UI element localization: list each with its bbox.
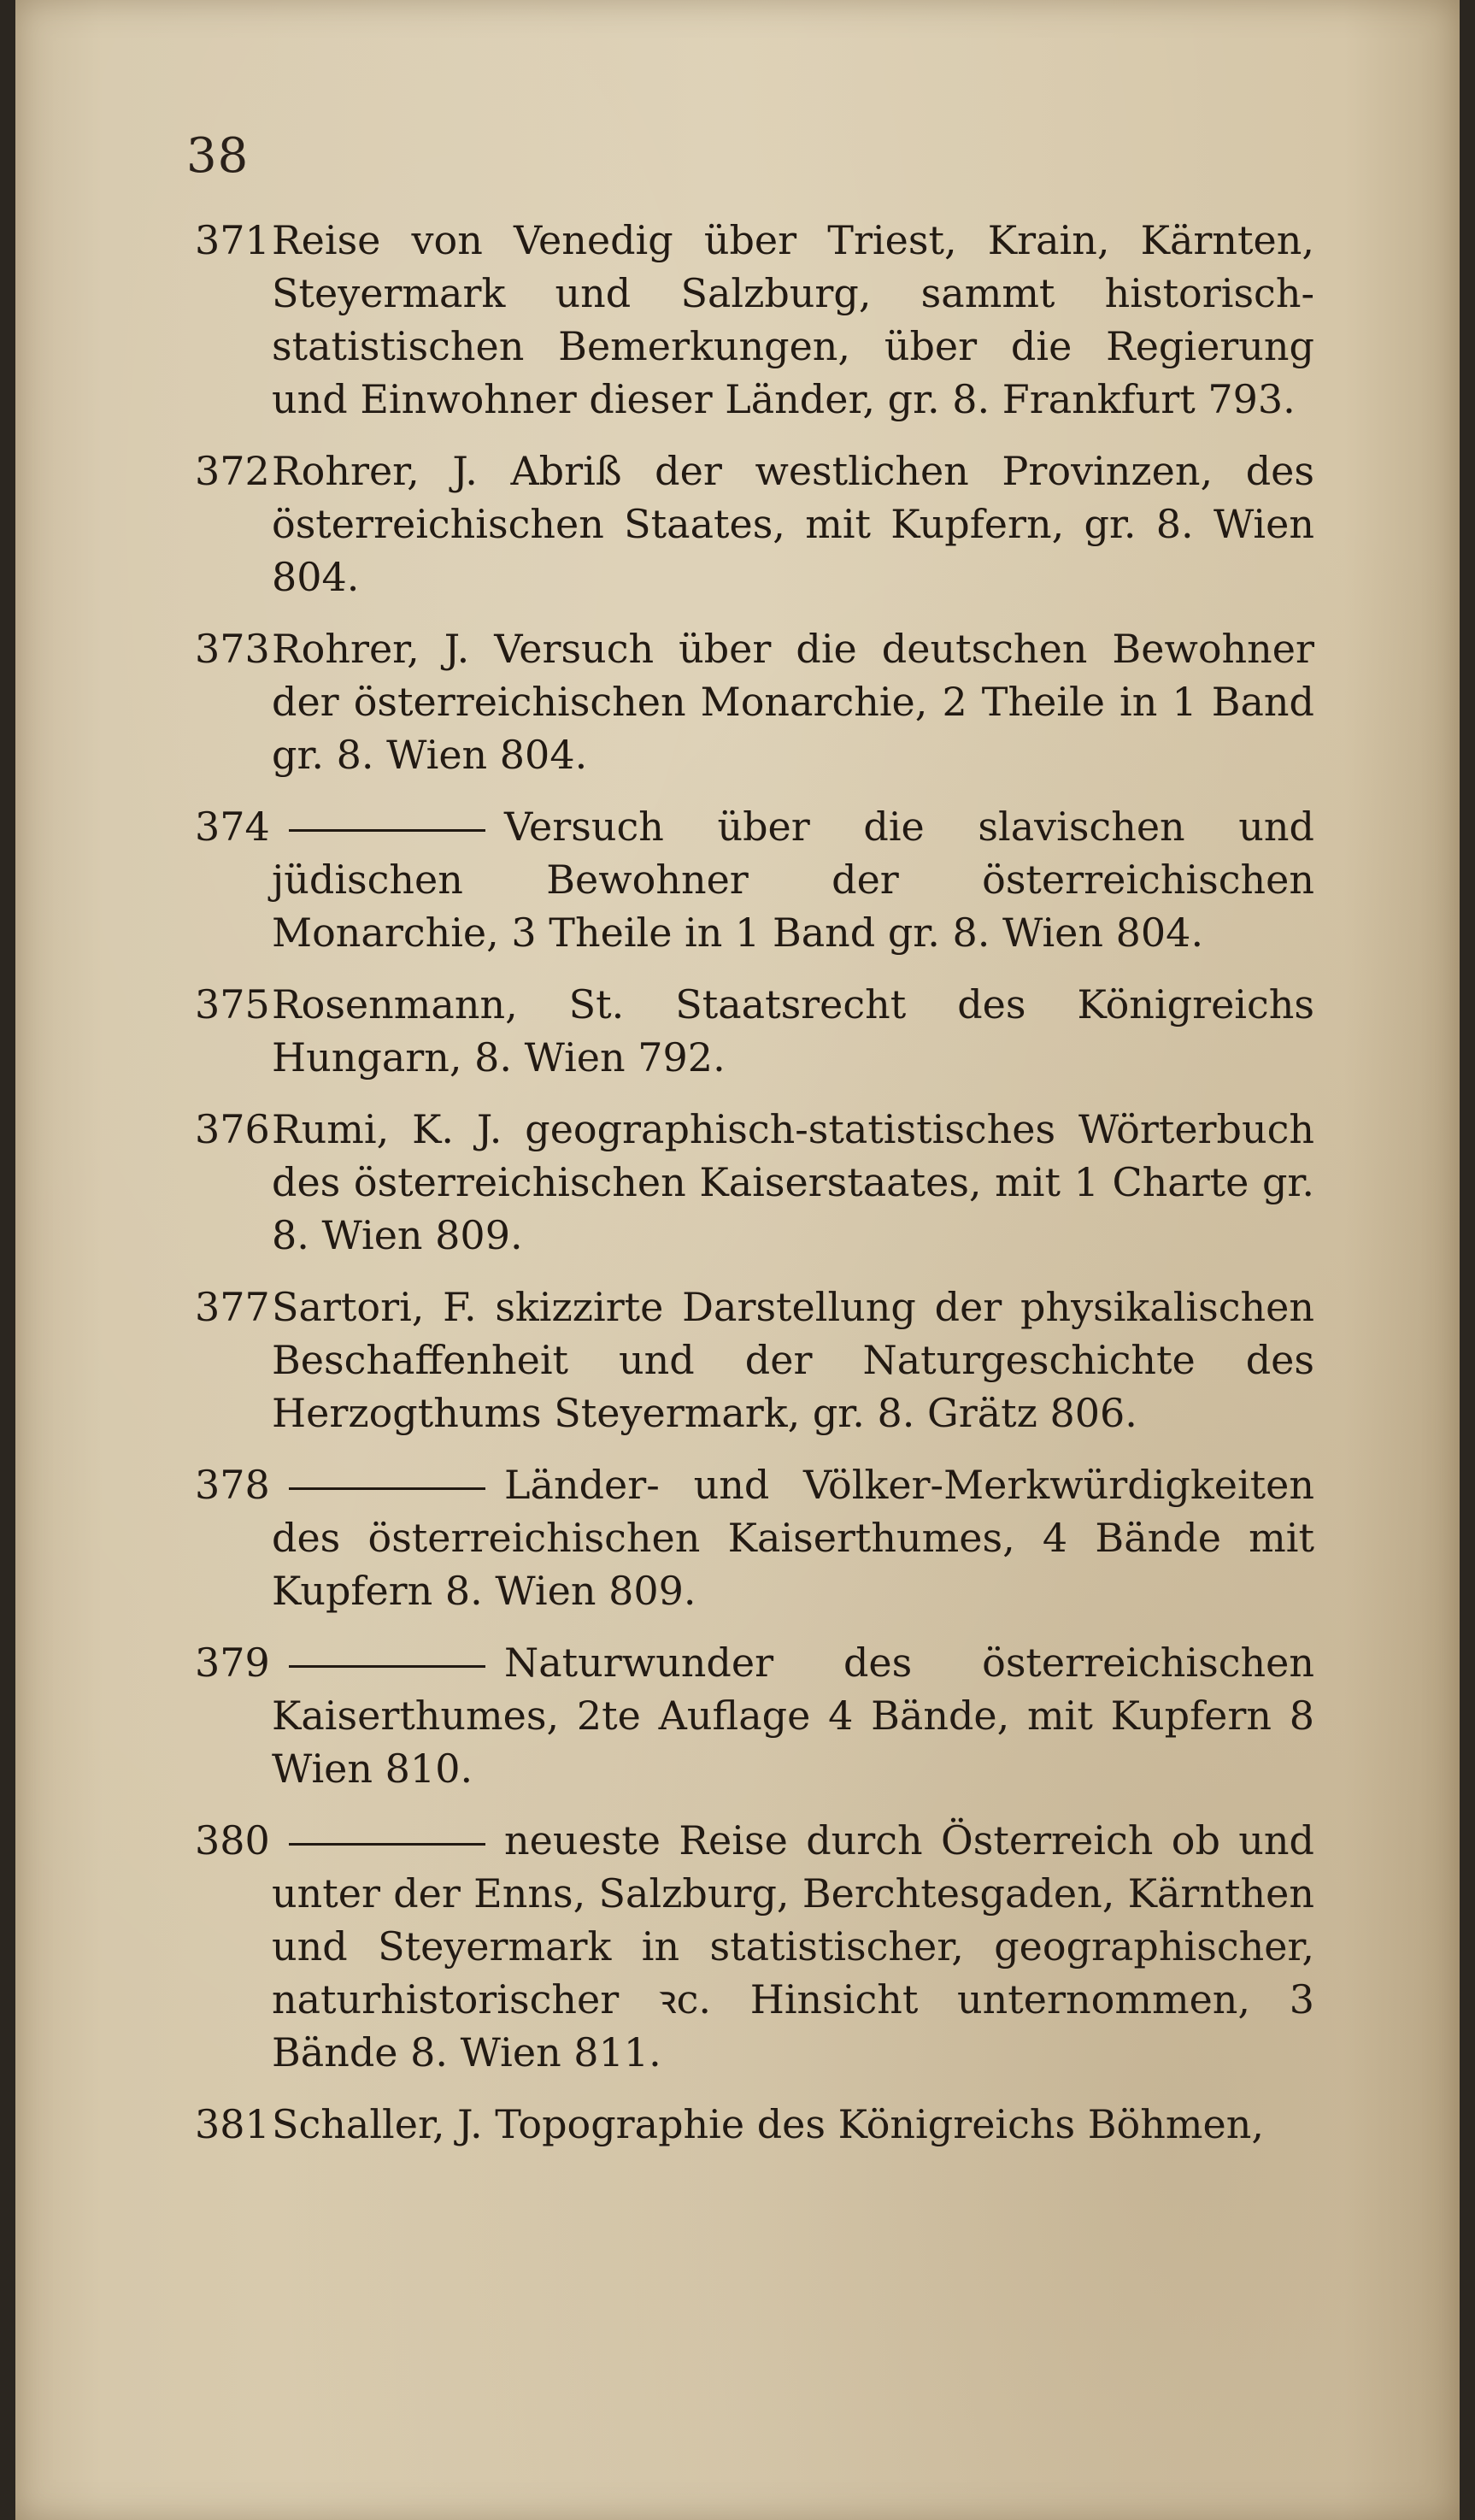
bibliography-entry	[195, 800, 1314, 959]
entry-number: 372	[195, 448, 270, 494]
entry-text: Rumi, K. J. geographisch-statistisches Wörterbuch des österreichischen Kaiserstaates, mit 1 Charte gr. 8. Wien 809.	[272, 1106, 1314, 1258]
page-number: 38	[186, 128, 250, 184]
entry-number: 373	[195, 626, 270, 672]
entry-number: 375	[195, 981, 270, 1027]
bibliography-entry	[195, 214, 1314, 426]
entry-text: Schaller, J. Topographie des Königreichs Böhmen,	[272, 2101, 1264, 2147]
ditto-dash	[289, 1843, 485, 1846]
bibliography-entry	[195, 1103, 1314, 1262]
bibliography-entry	[195, 978, 1314, 1084]
entry-text: Rohrer, J. Abriß der westlichen Provinzen, des österreichischen Staates, mit Kupfern, gr. 8. Wien 804.	[272, 448, 1314, 600]
entry-text: Rosenmann, St. Staatsrecht des Königreichs Hungarn, 8. Wien 792.	[272, 981, 1314, 1080]
entry-number: 379	[195, 1640, 270, 1686]
ditto-dash	[289, 1487, 485, 1490]
entry-text: Sartori, F. skizzirte Darstellung der physikalischen Beschaffenheit und der Naturgeschichte des Herzogthums Steyermark, gr. 8. Grätz 806.	[272, 1284, 1314, 1436]
entry-text: Rohrer, J. Versuch über die deutschen Bewohner der österreichischen Monarchie, 2 Theile in 1 Band gr. 8. Wien 804.	[272, 626, 1314, 778]
entry-number: 380	[195, 1817, 270, 1864]
bibliography-list	[195, 214, 1314, 2170]
bibliography-entry	[195, 622, 1314, 781]
bibliography-entry	[195, 1636, 1314, 1795]
bibliography-entry	[195, 1458, 1314, 1617]
bibliography-entry	[195, 1281, 1314, 1440]
entry-number: 378	[195, 1462, 270, 1508]
book-page	[15, 0, 1460, 2520]
bibliography-entry	[195, 1814, 1314, 2079]
entry-number: 374	[195, 804, 270, 850]
entry-number: 376	[195, 1106, 270, 1152]
entry-text: Naturwunder des österreichischen Kaiserthumes, 2te Auflage 4 Bände, mit Kupfern 8 Wien 810.	[272, 1640, 1314, 1792]
entry-number: 371	[195, 217, 270, 263]
bibliography-entry	[195, 2098, 1314, 2151]
entry-text: Versuch über die slavischen und jüdischen Bewohner der österreichischen Monarchie, 3 Theile in 1 Band gr. 8. Wien 804.	[272, 804, 1314, 956]
entry-text: Länder- und Völker-Merkwürdigkeiten des österreichischen Kaiserthumes, 4 Bände mit Kupfern 8. Wien 809.	[272, 1462, 1314, 1614]
bibliography-entry	[195, 445, 1314, 604]
ditto-dash	[289, 1665, 485, 1668]
entry-number: 377	[195, 1284, 270, 1330]
ditto-dash	[289, 829, 485, 832]
entry-text: Reise von Venedig über Triest, Krain, Kärnten, Steyermark und Salzburg, sammt historisch-statistischen Bemerkungen, über die Regierung und Einwohner dieser Länder, gr. 8. Frankfurt 793.	[272, 217, 1314, 422]
entry-text: neueste Reise durch Österreich ob und unter der Enns, Salzburg, Berchtesgaden, Kärnthen und Steyermark in statistischer, geographischer, naturhistorischer ꝛc. Hinsicht unternommen, 3 Bände 8. Wien 811.	[272, 1817, 1314, 2075]
entry-number: 381	[195, 2101, 270, 2147]
